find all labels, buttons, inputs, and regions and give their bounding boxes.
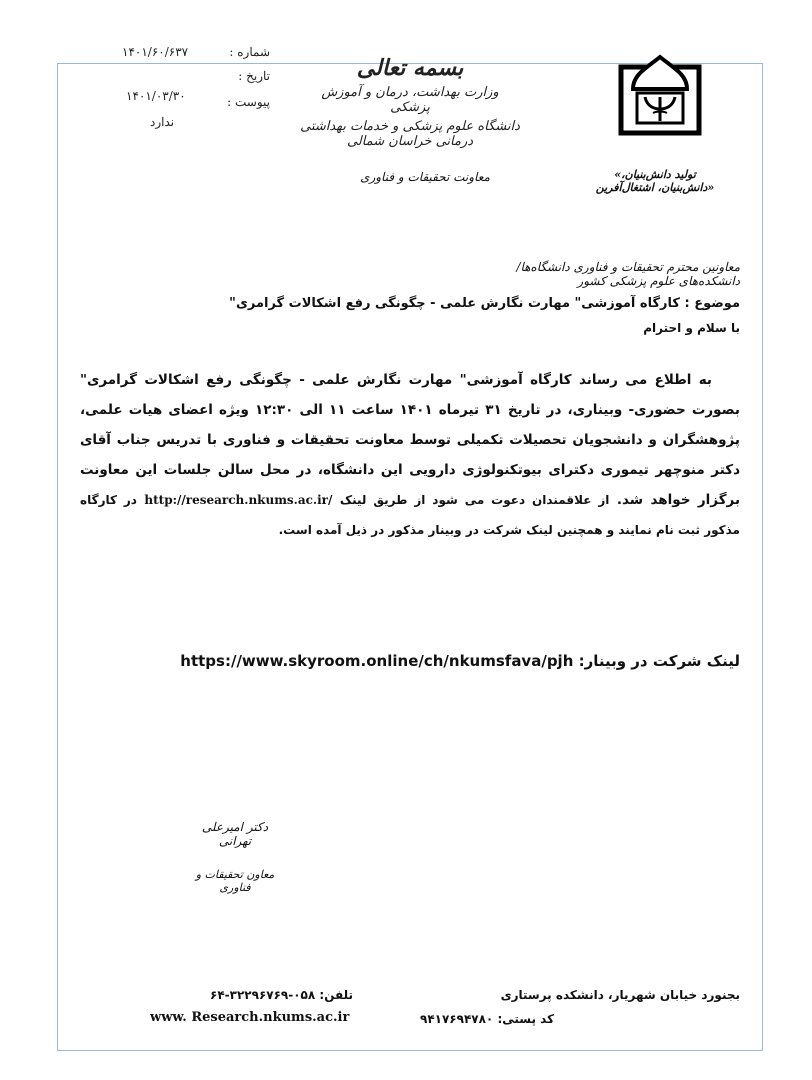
phone-label: تلفن:	[319, 988, 354, 1002]
letter-body	[80, 365, 740, 545]
subject-line: موضوع : کارگاه آموزشی" مهارت نگارش علمی - چگونگی رفع اشکالات گرامری"	[229, 296, 740, 311]
number-label: شماره :	[229, 45, 270, 59]
date-value: ۱۴۰۱/۰۳/۳۰	[126, 89, 186, 103]
phone-value: ۰۵۸-۳۲۲۹۶۷۶۹-۶۴	[210, 988, 316, 1002]
recipient: معاونین محترم تحقیقات و فناوری دانشگاه‌ها/دانشکده‌های علوم پزشکی کشور	[516, 260, 740, 288]
webinar-link-label: لینک شرکت در وبینار:	[578, 652, 740, 670]
bismillah: بسمه تعالی	[356, 55, 464, 81]
signer-name: دکتر امیرعلی تهرانی	[201, 820, 269, 848]
greeting: با سلام و احترام	[643, 321, 740, 335]
attachment-label: پیوست :	[227, 95, 270, 109]
body-registration-text: در کارگاه مذکور ثبت نام نمایند و همچنین لینک شرکت در وبینار مذکور در ذیل آمده است.	[80, 493, 740, 537]
department-name: معاونت تحقیقات و فناوری	[360, 170, 490, 184]
letter-meta	[100, 45, 270, 140]
postal-label: کد پستی:	[497, 1012, 555, 1026]
number-value: ۱۴۰۱/۶۰/۶۳۷	[122, 45, 189, 59]
registration-link[interactable]: http://research.nkums.ac.ir/	[144, 493, 333, 507]
footer-postal-code	[420, 1012, 554, 1026]
footer-website[interactable]: www. Research.nkums.ac.ir	[150, 1010, 350, 1025]
attachment-value: ندارد	[150, 115, 175, 129]
webinar-link[interactable]: https://www.skyroom.online/ch/nkumsfava/pjh	[180, 652, 574, 670]
signer-title: معاون تحقیقات و فناوری	[195, 868, 275, 894]
footer-address: بجنورد خیابان شهریار، دانشکده پرستاری	[500, 988, 740, 1002]
body-invite-text: از علاقمندان دعوت می شود از طریق لینک	[339, 493, 610, 507]
ministry-name: وزارت بهداشت، درمان و آموزش پزشکی	[321, 85, 499, 115]
signature-block	[185, 820, 285, 894]
motto: «تولید دانش‌بنیان، دانش‌بنیان، اشتغال‌آفرین»	[595, 168, 715, 194]
university-name: دانشگاه علوم پزشکی و خدمات بهداشتی درمانی خراسان شمالی	[300, 119, 520, 149]
page-border	[57, 63, 763, 1051]
letterhead	[300, 55, 520, 149]
university-logo-icon	[615, 53, 705, 138]
date-label: تاریخ :	[238, 69, 270, 83]
postal-value: ۹۴۱۷۶۹۴۷۸۰	[420, 1012, 494, 1026]
webinar-link-line	[180, 652, 740, 670]
footer-phone	[210, 988, 353, 1002]
body-main-text: به اطلاع می رساند کارگاه آموزشی" مهارت نگارش علمی - چگونگی رفع اشکالات گرامری" بصورت حضوری- وبیناری، در تاریخ ۳۱ تیرماه ۱۴۰۱ ساعت ۱۱ الی ۱۲:۳۰ ویژه اعضای هیات علمی، پژوهشگران و دانشجویان تحصیلات تکمیلی توسط معاونت تحقیقات و فناوری با تدریس جناب آقای دکتر منوچهر تیموری دکترای بیوتکنولوژی دارویی این دانشگاه، در محل سالن جلسات این معاونت برگزار خواهد شد.	[80, 372, 741, 508]
